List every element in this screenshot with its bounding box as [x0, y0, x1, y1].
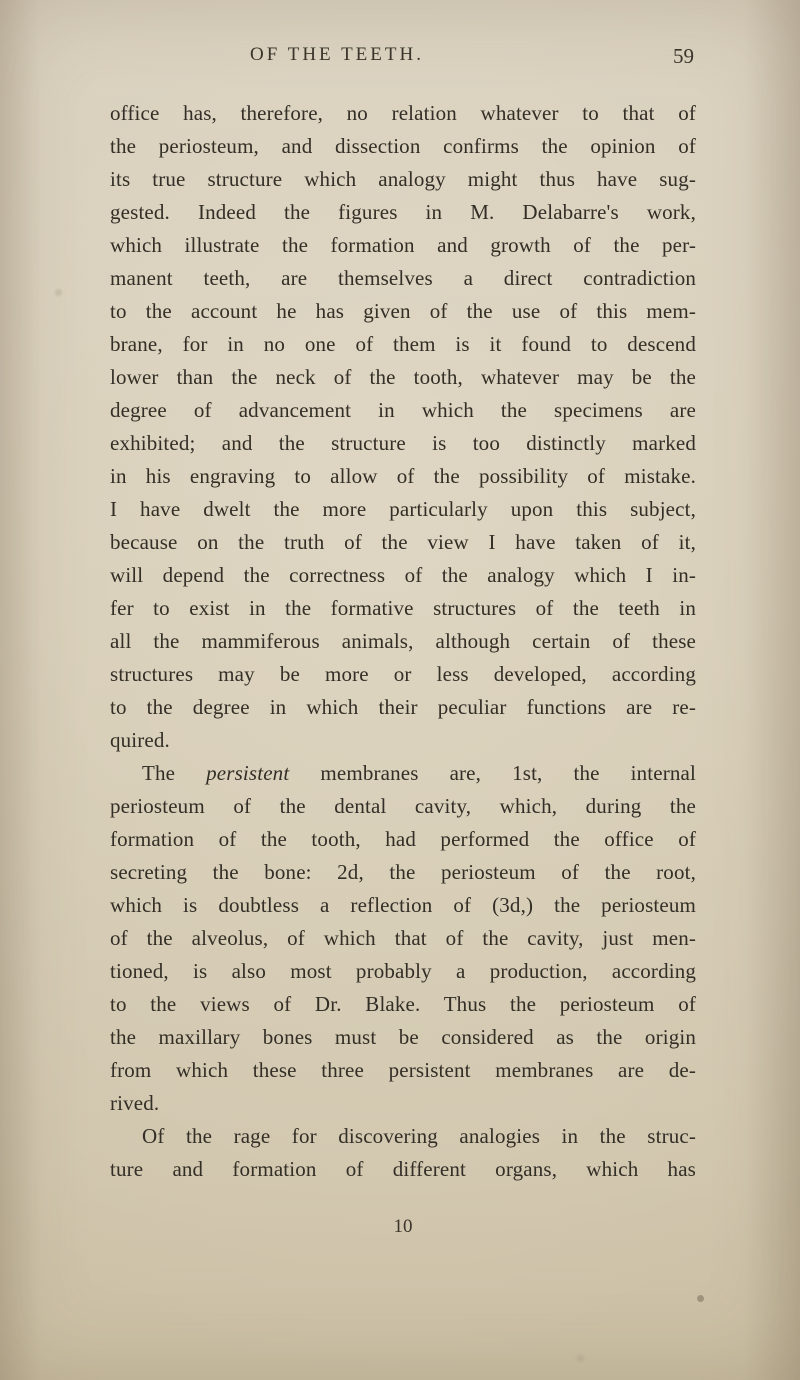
text-segment: in his engraving to allow of the possibility of mistake.: [110, 464, 696, 488]
italic-text-segment: persistent: [206, 761, 290, 785]
text-segment: secreting the bone: 2d, the periosteum of the root,: [110, 860, 696, 884]
text-line: [110, 724, 696, 757]
text-segment: Of the rage for discovering analogies in the struc-: [142, 1124, 696, 1148]
text-line: [110, 427, 696, 460]
signature-mark: 10: [393, 1216, 413, 1237]
text-segment: from which these three persistent membranes are de-: [110, 1058, 696, 1082]
text-segment: to the account he has given of the use of this mem-: [110, 299, 696, 323]
text-line: [110, 625, 696, 658]
text-line: [110, 955, 696, 988]
text-segment: to the views of Dr. Blake. Thus the periosteum of: [110, 992, 696, 1016]
text-segment: periosteum of the dental cavity, which, during the: [110, 794, 696, 818]
paragraph: [110, 757, 696, 1120]
running-title: OF THE TEETH.: [250, 44, 424, 65]
text-segment: gested. Indeed the figures in M. Delabarre's work,: [110, 200, 696, 224]
text-line: [110, 493, 696, 526]
text-line: [110, 922, 696, 955]
text-segment: ture and formation of different organs, which has: [110, 1157, 696, 1181]
text-segment: lower than the neck of the tooth, whatever may be the: [110, 365, 696, 389]
text-segment: tioned, is also most probably a production, according: [110, 959, 696, 983]
text-segment: office has, therefore, no relation whatever to that of: [110, 101, 696, 125]
text-line: [110, 460, 696, 493]
text-segment: exhibited; and the structure is too distinctly marked: [110, 431, 696, 455]
text-line: [110, 361, 696, 394]
text-segment: manent teeth, are themselves a direct contradiction: [110, 266, 696, 290]
text-segment: quired.: [110, 728, 170, 752]
text-segment: I have dwelt the more particularly upon this subject,: [110, 497, 696, 521]
text-line: [110, 328, 696, 361]
text-segment: the periosteum, and dissection confirms the opinion of: [110, 134, 696, 158]
text-line: [110, 559, 696, 592]
text-line: [110, 1087, 696, 1120]
text-segment: The: [142, 761, 207, 785]
text-line: [110, 592, 696, 625]
text-segment: will depend the correctness of the analogy which I in-: [110, 563, 696, 587]
text-line: [110, 97, 696, 130]
text-line: [110, 757, 696, 790]
text-line: [110, 1054, 696, 1087]
text-line: [110, 229, 696, 262]
text-line: [110, 889, 696, 922]
page-header: [110, 44, 696, 70]
text-line: [110, 394, 696, 427]
text-segment: its true structure which analogy might thus have sug-: [110, 167, 696, 191]
text-block: [110, 97, 696, 1186]
text-line: [110, 1021, 696, 1054]
text-segment: brane, for in no one of them is it found to descend: [110, 332, 696, 356]
text-line: [110, 823, 696, 856]
text-segment: membranes are, 1st, the internal: [289, 761, 697, 785]
text-segment: which is doubtless a reflection of (3d,) the periosteum: [110, 893, 696, 917]
text-line: [110, 856, 696, 889]
text-line: [110, 988, 696, 1021]
page-number: 59: [673, 44, 694, 68]
text-segment: fer to exist in the formative structures of the teeth in: [110, 596, 696, 620]
text-line: [110, 1153, 696, 1186]
text-line: [110, 163, 696, 196]
text-line: [110, 691, 696, 724]
text-segment: which illustrate the formation and growth of the per-: [110, 233, 696, 257]
text-segment: formation of the tooth, had performed the office of: [110, 827, 696, 851]
text-segment: the maxillary bones must be considered as the origin: [110, 1025, 696, 1049]
text-segment: of the alveolus, of which that of the cavity, just men-: [110, 926, 696, 950]
text-segment: degree of advancement in which the specimens are: [110, 398, 696, 422]
text-line: [110, 295, 696, 328]
text-line: [110, 526, 696, 559]
text-line: [110, 196, 696, 229]
text-line: [110, 790, 696, 823]
text-line: [110, 658, 696, 691]
text-line: [110, 1120, 696, 1153]
text-line: [110, 130, 696, 163]
text-segment: to the degree in which their peculiar functions are re-: [110, 695, 696, 719]
text-line: [110, 262, 696, 295]
text-segment: structures may be more or less developed, according: [110, 662, 696, 686]
page-footer: [110, 1216, 696, 1238]
text-segment: because on the truth of the view I have taken of it,: [110, 530, 696, 554]
paragraph: [110, 97, 696, 757]
paragraph: [110, 1120, 696, 1186]
text-segment: all the mammiferous animals, although certain of these: [110, 629, 696, 653]
text-segment: rived.: [110, 1091, 160, 1115]
